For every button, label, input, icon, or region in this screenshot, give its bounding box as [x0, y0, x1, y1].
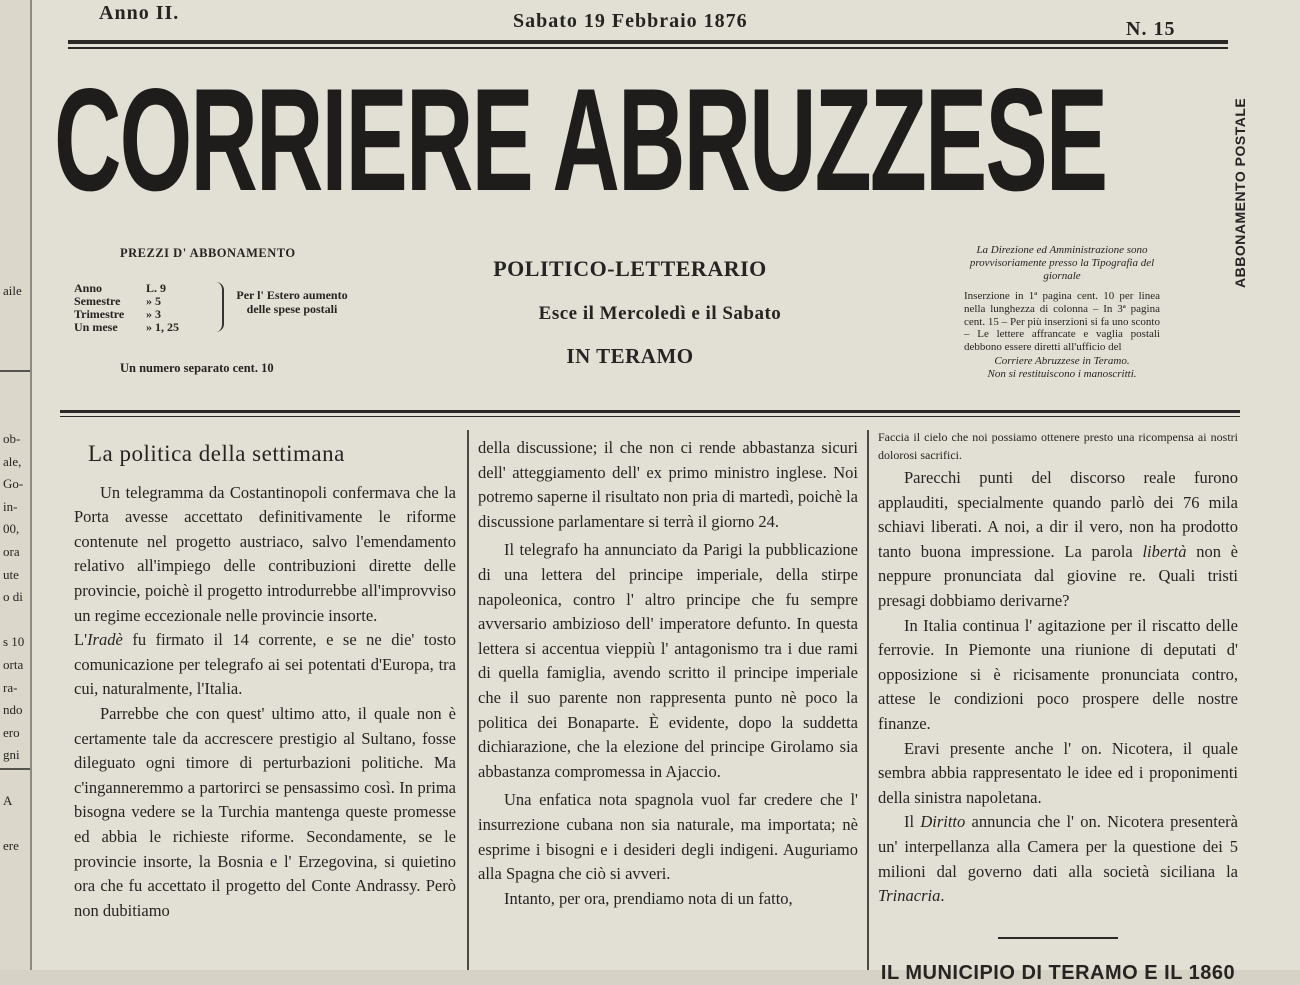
subtitle-politico: POLITICO-LETTERARIO	[493, 256, 767, 281]
prezzi-row: Anno L. 9	[74, 281, 167, 295]
article-paragraph: Il telegrafo ha annunciato da Parigi la pubblicazione di una lettera del principe imperiale, della stirpe napoleonica, contro l' altro principe che fu sempre avversario ambizioso dell' imperatore defunto. In questa lettera si accentua vieppiù l' antagonismo tra i due rami di quella famiglia, avendo scritto il principe imperiale che il suo parente non rappresenta punto nè poco la politica dei Bonaparte. È evidente, dopo la suddetta dichiarazione, che la elezione del principe Girolamo sia abbastanza compromessa in Ajaccio.	[478, 540, 858, 781]
strip-fragment: orta	[3, 656, 24, 672]
strip-fragment: A	[3, 793, 13, 808]
indirizzo-note: Corriere Abruzzese in Teramo.	[994, 355, 1130, 367]
strip-fragment	[3, 609, 24, 632]
column-separator	[867, 430, 869, 970]
strip-fragment: ale,	[3, 453, 22, 469]
manoscritti-note: Non si restituiscono i manoscritti.	[987, 368, 1137, 380]
article-column-3	[878, 428, 1238, 985]
prezzi-title: PREZZI D' ABBONAMENTO	[120, 246, 296, 260]
strip-text-3	[3, 790, 19, 858]
strip-fragment: ora	[3, 543, 20, 559]
strip-fragment	[3, 813, 19, 836]
article-politica	[74, 436, 456, 923]
subtitle-uscita: Esce il Mercoledì e il Sabato	[538, 303, 782, 324]
header-rule-thin	[60, 416, 1240, 417]
strip-fragment: ndo	[3, 702, 23, 718]
section-divider	[998, 937, 1118, 939]
article-paragraph: In Italia continua l' agitazione per il riscatto delle ferrovie. In Piemonte una riunione di deputati d' opposizione si è ricisamente pronunciata contro, attese le condizioni poco prospere delle nostre finanze.	[878, 615, 1238, 733]
prezzi-row: Un mese » 1, 25	[74, 320, 179, 334]
strip-fragment: 00,	[3, 521, 20, 537]
top-rule	[68, 40, 1228, 44]
masthead-title: CORRIERE ABRUZZESE	[54, 58, 1107, 221]
strip-fragment: ute	[3, 566, 19, 582]
strip-fragment: ero	[3, 724, 20, 740]
subtitle-teramo: IN TERAMO	[566, 344, 694, 368]
small-paragraph: Faccia il cielo che noi possiamo ottenere presto una ricompensa ai nostri dolorosi sacrifici.	[878, 430, 1238, 462]
top-rule-thin	[68, 47, 1228, 49]
article-paragraph: Parecchi punti del discorso reale furono applauditi, specialmente quando parlò dei 76 mila schiavi liberati. A noi, a dir il vero, non ha prodotto tanto buona impressione. La parola libertà non è neppure pronunciata dal giovine re. Quali tristi presagi dobbiamo derivarne?	[878, 468, 1239, 610]
prezzi-table	[74, 282, 214, 334]
prezzi-row: Trimestre » 3	[74, 307, 161, 321]
article-paragraph: Intanto, per ora, prendiamo nota di un fatto,	[504, 888, 793, 908]
strip-fragment: ra-	[3, 679, 18, 695]
header-rule	[60, 410, 1240, 413]
strip-fragment: in-	[3, 498, 18, 514]
strip-fragment: ob-	[3, 431, 21, 446]
strip-fragment: o di	[3, 589, 23, 605]
brace	[216, 282, 224, 332]
strip-fragment: aile	[3, 283, 22, 298]
strip-fragment: s 10	[3, 634, 25, 650]
direzione-note: La Direzione ed Amministrazione sono provvisoriamente presso la Tipografia del giornale	[969, 244, 1155, 282]
section-heading: IL MUNICIPIO DI TERAMO E IL 1860	[880, 961, 1236, 984]
article-paragraph: Una enfatica nota spagnola vuol far credere che l' insurrezione cubana non sia naturale, ma importata; nè esprime i bisogni e i desideri degli indigeni. Auguriamo alla Spagna che ciò si avveri.	[478, 790, 858, 884]
issue-date: Sabato 19 Febbraio 1876	[513, 10, 748, 32]
article-column-2	[478, 436, 858, 911]
strip-rule	[0, 768, 30, 770]
strip-text-2	[3, 428, 24, 767]
strip-fragment: Go-	[3, 476, 24, 492]
inserzioni-note: Inserzione in 1ª pagina cent. 10 per linea nella lunghezza di colonna – In 3ª pagina cent. 15 – Per più inserzioni si fa uno sconto – Le lettere affrancate e vaglia postali debbono essere diretti all'ufficio del	[964, 290, 1160, 354]
adjacent-page-strip	[0, 0, 32, 970]
strip-fragment: gni	[3, 747, 20, 763]
article-title: La politica della settimana	[88, 441, 345, 466]
issue-number: N. 15	[1126, 18, 1176, 40]
article-paragraph: Eravi presente anche l' on. Nicotera, il quale sembra abbia rappresentato le idee ed i proponimenti della sinistra napoletana.	[878, 738, 1238, 807]
article-paragraph: Un telegramma da Costantinopoli confermava che la Porta avesse accettato definitivamente le riforme contenute nel progetto austriaco, salvo l'emendamento relativo all'impiego delle contribuzioni dirette delle provincie, poichè il progetto introdurrebbe all'improvviso un regime eccezionale nelle provincie insorte.	[74, 482, 456, 625]
article-paragraph: Il Diritto annuncia che l' on. Nicotera presenterà un' interpellanza alla Camera per la questione dei 5 milioni dal governo dati alla società siciliana la Trinacria.	[878, 812, 1238, 906]
article-paragraph: Parrebbe che con quest' ultimo atto, il quale non è certamente tale da accrescere prestigio al Sultano, fosse dileguato ogni timore di perturbazioni politiche. Ma c'inganneremmo a partorirci se pensassimo così. In prima bisogna vedere se la Turchia mantenga queste promesse ed abbia le richieste riforme. Secondamente, se le provincie insorte, la Bosnia e l' Erzegovina, si quietino ora che fu accettato il progetto del Conte Andrassy. Però non dubitiamo	[74, 703, 456, 920]
side-vertical-label: ABBONAMENTO POSTALE	[1232, 97, 1248, 289]
issue-year: Anno II.	[99, 2, 180, 24]
strip-text-1	[3, 280, 22, 303]
article-paragraph: L'Iradè fu firmato il 14 corrente, e se ne die' tosto comunicazione per telegrafo ai sei potentati d'Europa, tra cui, naturalmente, l'Italia.	[74, 630, 456, 699]
column-separator	[467, 430, 469, 970]
prezzi-estero: Per l' Estero aumento delle spese postali	[236, 288, 348, 316]
strip-rule	[0, 370, 30, 372]
strip-fragment: ere	[3, 838, 19, 854]
newspaper-page	[32, 0, 1300, 984]
prezzi-row: Semestre » 5	[74, 294, 161, 308]
prezzi-numero: Un numero separato cent. 10	[120, 361, 274, 375]
article-paragraph: della discussione; il che non ci rende abbastanza sicuri dell' atteggiamento dell' ex primo ministro inglese. Noi potremo saperne il risultato non pria di martedì, poichè la discussione parlamentare si terrà il giorno 24.	[478, 438, 858, 531]
